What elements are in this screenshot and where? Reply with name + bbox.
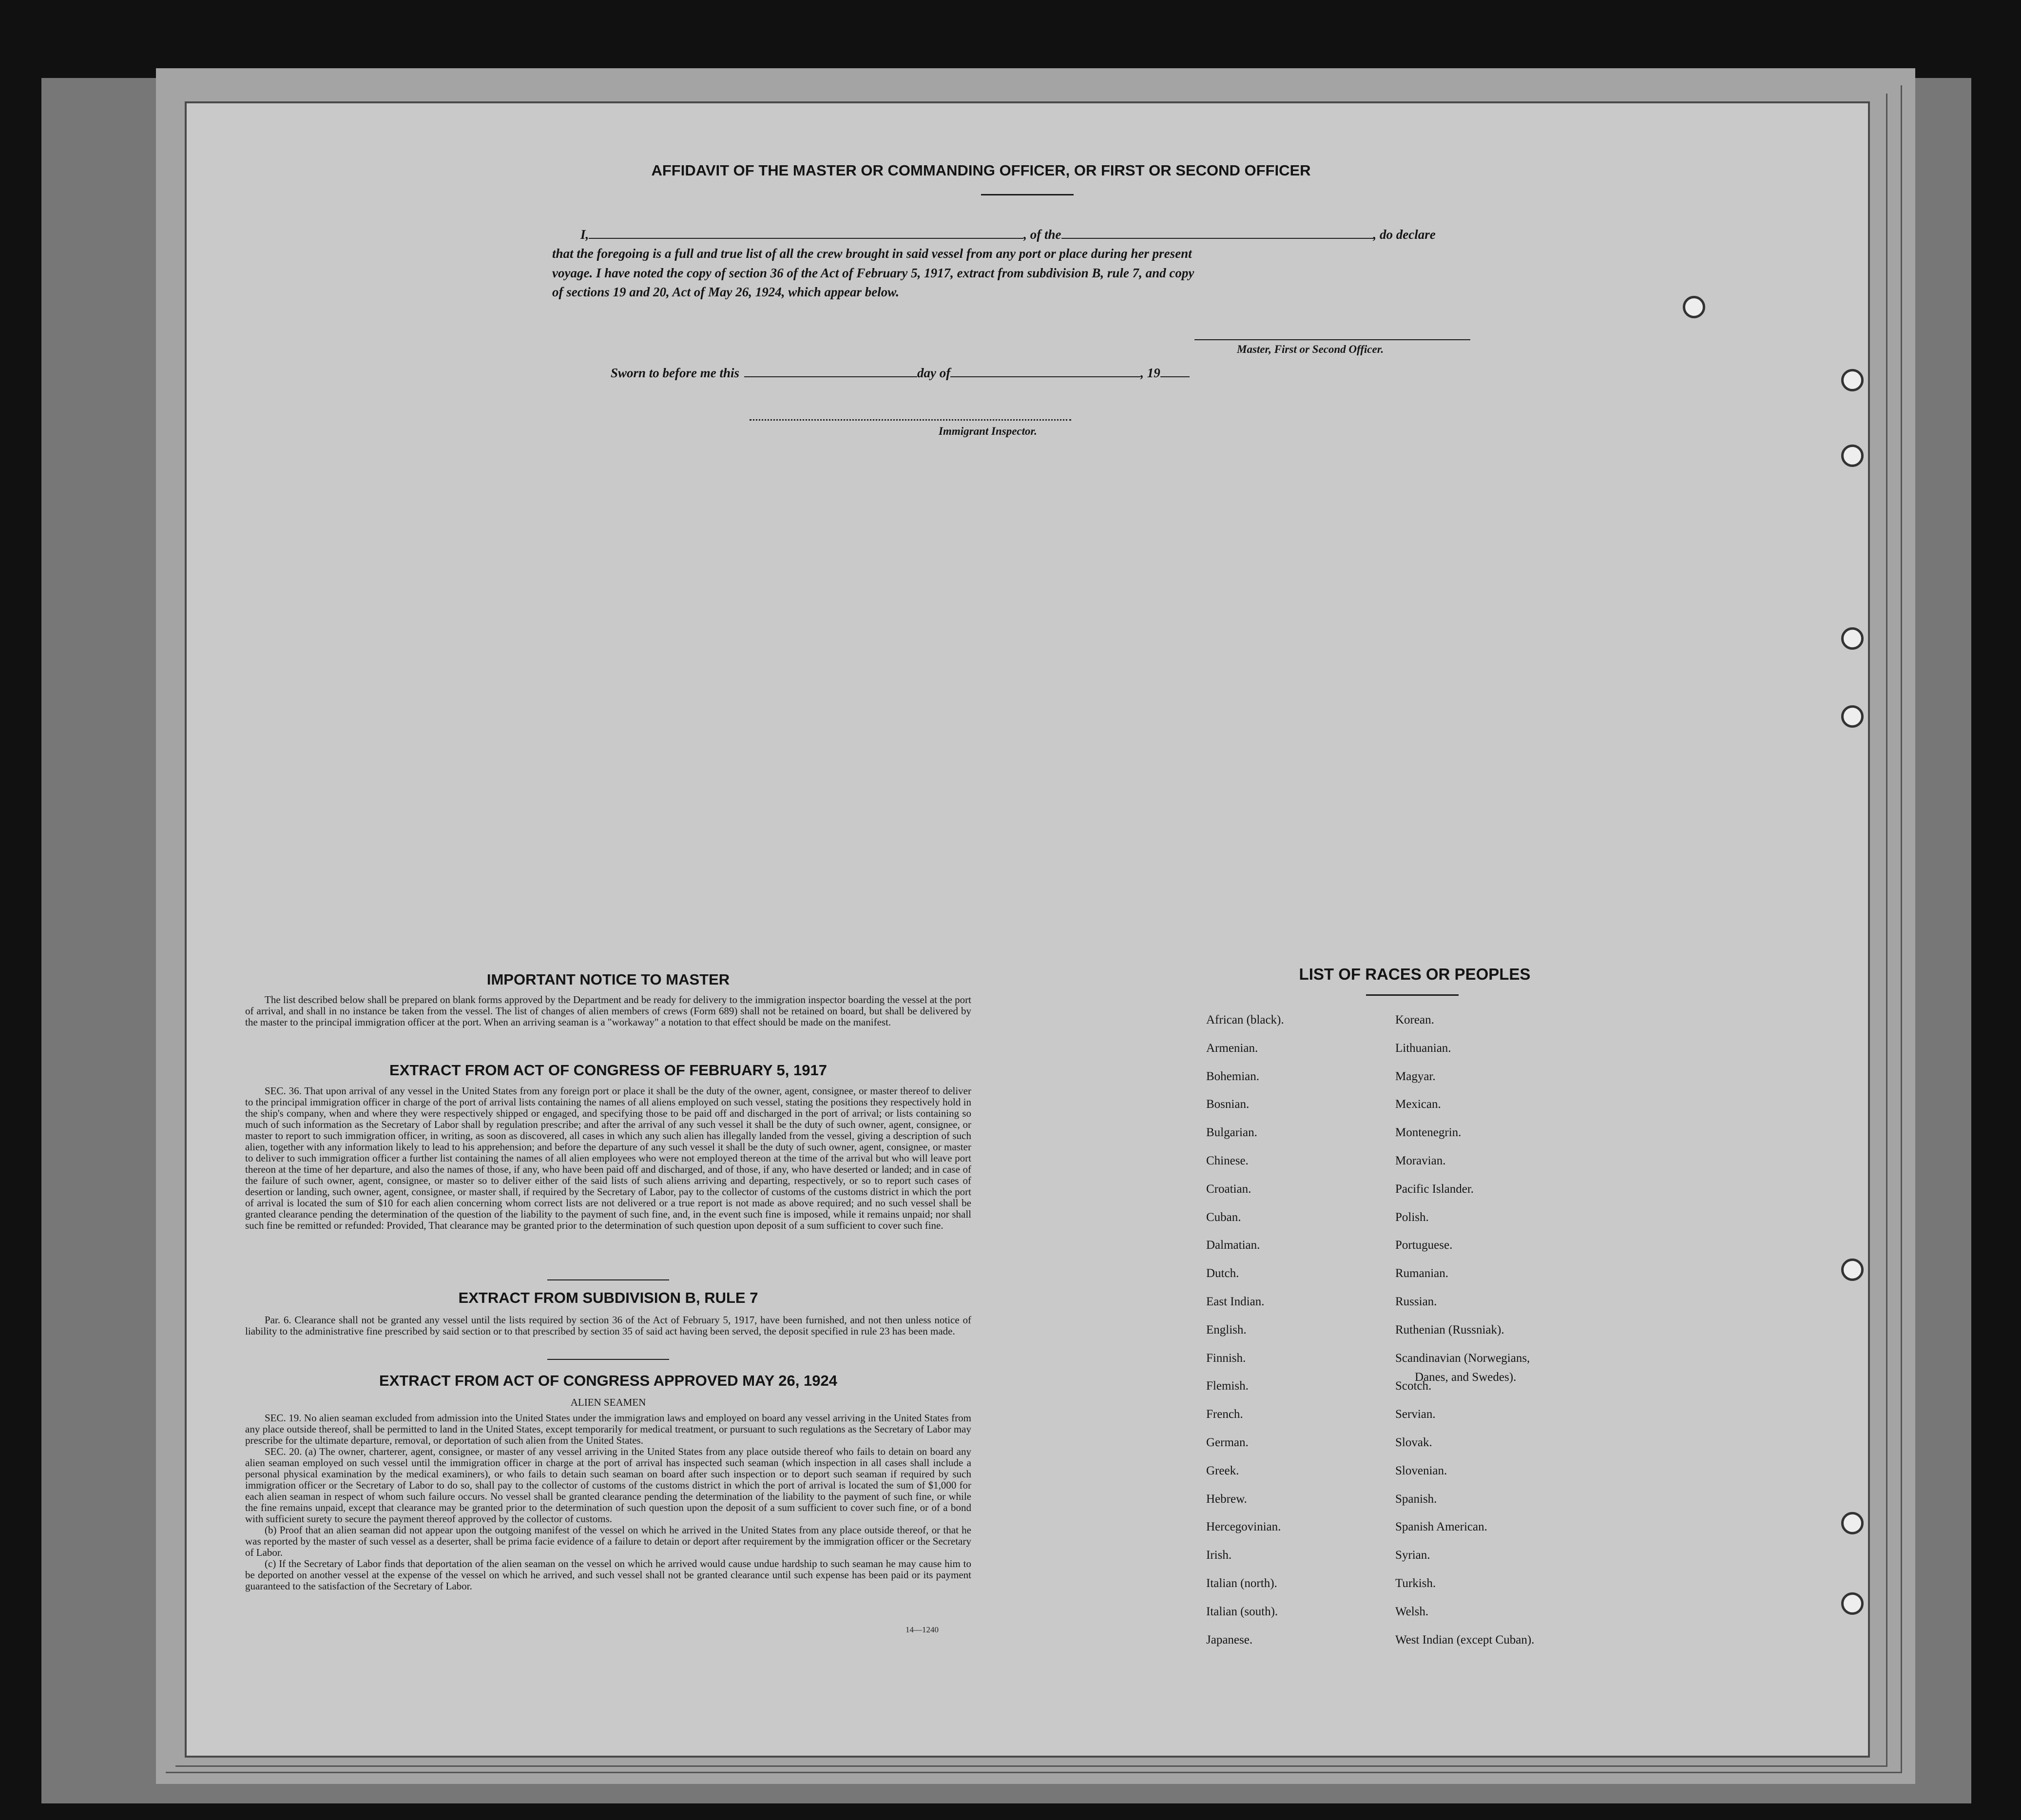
vessel-blank[interactable] bbox=[1061, 238, 1373, 239]
race-item: Rumanian. bbox=[1395, 1267, 1449, 1280]
sworn-line bbox=[611, 366, 1293, 381]
extract-1917-text: SEC. 36. That upon arrival of any vessel in the United States from any foreign port or place it shall be the duty of the owner, agent, consignee, or master thereof to deliver to the principal immigration officer in charge of the port of arrival lists containing the names of all aliens employed on such vessel, stating the positions they respectively hold in the ship's company, when and where they were respectively shipped or engaged, and specifying those to be paid off and discharged in the port of arrival; or lists containing so much of such information as the Secretary of Labor shall by regulation prescribe; and after the arrival of any such vessel it shall be the duty of such owner, agent, consignee, or master to report to such immigration officer, in writing, as soon as discovered, all cases in which any such alien has illegally landed from the vessel, giving a description of such alien, together with any information likely to lead to his apprehension; and before the departure of any such vessel it shall be the duty of such owner, agent, consignee, or master to deliver to such immigration officer a further list containing the names of all alien employees who were not employed thereon at the time of the arrival but who will leave port thereon at the time of her departure, and also the names of those, if any, who have been paid off and discharged, and of those, if any, who have deserted or landed; and in case of the failure of such owner, agent, consignee, or master so to deliver either of the said lists of such aliens arriving and departing, respectively, or so to report such cases of desertion or landing, such owner, agent, consignee, or master shall, if required by the Secretary of Labor, pay to the collector of customs of the customs district in which the port of arrival is located the sum of $10 for each alien concerning whom correct lists are not delivered or a true report is not made as above required; and no such vessel shall be granted clearance pending the determination of the question of the liability to the payment of such fine, and, in the event such fine is imposed, while it remains unpaid; nor shall such fine be remitted or refunded: Provided, That clearance may be granted prior to the determination of such question upon deposit of a sum sufficient to cover such fine. bbox=[245, 1085, 971, 1231]
sworn-year-blank[interactable] bbox=[1160, 376, 1190, 377]
master-signature-line[interactable] bbox=[1194, 339, 1470, 340]
race-item: Ruthenian (Russniak). bbox=[1395, 1323, 1504, 1336]
race-item: Dalmatian. bbox=[1206, 1239, 1260, 1252]
sworn-year: , 19 bbox=[1140, 366, 1160, 380]
race-item: Mexican. bbox=[1395, 1098, 1441, 1111]
race-item: Finnish. bbox=[1206, 1351, 1246, 1365]
inspector-caption: Immigrant Inspector. bbox=[939, 425, 1037, 437]
race-item: Pacific Islander. bbox=[1395, 1182, 1474, 1196]
race-item: Russian. bbox=[1395, 1295, 1437, 1308]
race-item: Slovenian. bbox=[1395, 1464, 1447, 1477]
race-item: Armenian. bbox=[1206, 1041, 1258, 1055]
race-item: Bohemian. bbox=[1206, 1069, 1260, 1083]
race-item: Cuban. bbox=[1206, 1210, 1241, 1224]
sec-20c-text: (c) If the Secretary of Labor finds that deportation of the alien seaman on the vessel on which he arrived would cause undue hardship to such seaman he may cause him to be deported on another vessel at the expense of the vessel on which he arrived, and such vessel shall not be granted clearance until such expense has been paid or its payment guaranteed to the satisfaction of the Secretary of Labor. bbox=[245, 1558, 971, 1592]
race-item: Croatian. bbox=[1206, 1182, 1251, 1196]
race-item: African (black). bbox=[1206, 1013, 1284, 1026]
race-item: Hercegovinian. bbox=[1206, 1520, 1281, 1534]
race-item: Spanish American. bbox=[1395, 1520, 1487, 1534]
race-item: English. bbox=[1206, 1323, 1247, 1336]
extract-1924-title: EXTRACT FROM ACT OF CONGRESS APPROVED MAY 26, 1924 bbox=[379, 1372, 837, 1389]
race-item: Turkish. bbox=[1395, 1576, 1436, 1590]
race-item: Greek. bbox=[1206, 1464, 1239, 1477]
binder-hole bbox=[1841, 1259, 1864, 1281]
affidavit-i: I, bbox=[580, 227, 589, 242]
binder-hole bbox=[1841, 1512, 1864, 1534]
race-item: Dutch. bbox=[1206, 1267, 1239, 1280]
extract-1924-subtitle: ALIEN SEAMEN bbox=[570, 1396, 646, 1408]
binder-hole bbox=[1841, 627, 1864, 650]
race-item: Syrian. bbox=[1395, 1549, 1430, 1562]
affidavit-line-2: that the foregoing is a full and true list of all the crew brought in said vessel from any port or place during her present bbox=[552, 246, 1192, 261]
affidavit-line-4: of sections 19 and 20, Act of May 26, 1924, which appear below. bbox=[552, 285, 899, 299]
races-right-column bbox=[1395, 1013, 1668, 1661]
race-item: Bulgarian. bbox=[1206, 1126, 1257, 1140]
race-item: Flemish. bbox=[1206, 1379, 1249, 1393]
race-item: French. bbox=[1206, 1408, 1243, 1421]
affidavit-line-1 bbox=[552, 227, 1680, 242]
sec-20b-text: (b) Proof that an alien seaman did not appear upon the outgoing manifest of the vessel on which he arrived in the United States from any place outside thereof, or that he was reported by the master of such vessel as a deserter, shall be prima facie evidence of a failure to detain or deport after requirement by the immigration officer or the Secretary of Labor. bbox=[245, 1524, 971, 1558]
divider bbox=[547, 1279, 669, 1280]
race-item: Lithuanian. bbox=[1395, 1041, 1451, 1055]
sec-20a-text: SEC. 20. (a) The owner, charterer, agent, consignee, or master of any vessel arriving in the United States from any place outside thereof who fails to detain on board any alien seaman employed on such vessel until the immigration officer in charge at the port of arrival has inspected such seaman (which inspection in all cases shall include a personal physical examination by the medical examiners), or who fails to detain such seaman on board after such inspection or to deport such seaman if required by such immigration officer or the Secretary of Labor to do so, shall pay to the collector of customs of the customs district in which the port of arrival is located the sum of $1,000 for each alien seaman in respect of whom such failure occurs. No vessel shall be granted clearance pending the determination of the liability to the payment of such fine, or while the fine remains unpaid, except that clearance may be granted prior to the determination of such question upon the deposit of a sum sufficient to cover such fine, or of a bond with sufficient surety to secure the payment thereof approved by the collector of customs. bbox=[245, 1446, 971, 1525]
master-caption: Master, First or Second Officer. bbox=[1237, 343, 1384, 355]
extract-1924-body bbox=[245, 1413, 971, 1592]
race-item: Servian. bbox=[1395, 1408, 1436, 1421]
form-number: 14—1240 bbox=[905, 1625, 939, 1634]
race-item: Scotch. bbox=[1395, 1379, 1432, 1393]
sec-19-text: SEC. 19. No alien seaman excluded from admission into the United States under the immigration laws and employed on board any vessel arriving in the United States from any place outside thereof, shall be permitted to land in the United States, except temporarily for medical treatment, or pursuant to such regulations as the Secretary of Labor may prescribe for the ultimate departure, removal, or deportation of such alien from the United States. bbox=[245, 1412, 971, 1446]
race-item: Magyar. bbox=[1395, 1069, 1436, 1083]
divider bbox=[981, 194, 1074, 195]
extract-rule7-text: Par. 6. Clearance shall not be granted any vessel until the lists required by section 36 of the Act of February 5, 1917, have been furnished, and not then unless notice of liability to the administrative fine prescribed by said section or to that prescribed by section 35 of said act having been served, the deposit specified in rule 23 has been made. bbox=[245, 1314, 971, 1337]
binder-hole bbox=[1841, 1592, 1864, 1615]
affidavit-declare: , do declare bbox=[1373, 227, 1436, 242]
name-blank[interactable] bbox=[589, 238, 1023, 239]
race-item: Irish. bbox=[1206, 1549, 1232, 1562]
binder-hole bbox=[1841, 369, 1864, 391]
affidavit-of-the: , of the bbox=[1023, 227, 1061, 242]
race-item: Spanish. bbox=[1395, 1492, 1437, 1506]
sworn-day-blank[interactable] bbox=[744, 376, 917, 377]
notice-title: IMPORTANT NOTICE TO MASTER bbox=[486, 971, 730, 988]
race-item: German. bbox=[1206, 1435, 1249, 1449]
race-item: Slovak. bbox=[1395, 1435, 1432, 1449]
race-item: Moravian. bbox=[1395, 1154, 1446, 1167]
race-item: Polish. bbox=[1395, 1210, 1429, 1224]
extract-1917-title: EXTRACT FROM ACT OF CONGRESS OF FEBRUARY 5, 1917 bbox=[389, 1062, 827, 1079]
race-item: Chinese. bbox=[1206, 1154, 1249, 1167]
affidavit-heading: AFFIDAVIT OF THE MASTER OR COMMANDING OFFICER, OR FIRST OR SECOND OFFICER bbox=[651, 162, 1311, 179]
extract-rule7-title: EXTRACT FROM SUBDIVISION B, RULE 7 bbox=[458, 1289, 758, 1306]
divider bbox=[1366, 994, 1459, 996]
race-item: Italian (north). bbox=[1206, 1576, 1277, 1590]
affidavit-line-3: voyage. I have noted the copy of section 36 of the Act of February 5, 1917, extract from subdivision B, rule 7, and copy bbox=[552, 266, 1194, 280]
race-item: West Indian (except Cuban). bbox=[1395, 1633, 1535, 1646]
sworn-day-of: day of bbox=[917, 366, 951, 380]
affidavit-form-page bbox=[187, 103, 1868, 1756]
binder-hole bbox=[1841, 445, 1864, 467]
race-item: East Indian. bbox=[1206, 1295, 1265, 1308]
race-item: Bosnian. bbox=[1206, 1098, 1250, 1111]
sworn-prefix: Sworn to before me this bbox=[611, 366, 740, 380]
race-item: Hebrew. bbox=[1206, 1492, 1247, 1506]
race-item: Korean. bbox=[1395, 1013, 1434, 1026]
race-item: Portuguese. bbox=[1395, 1239, 1453, 1252]
race-item: Italian (south). bbox=[1206, 1605, 1278, 1618]
notice-text: The list described below shall be prepared on blank forms approved by the Department and be ready for delivery to the immigration inspector boarding the vessel at the port of arrival, and shall in no instance be taken from the vessel. The list of changes of alien members of crews (Form 689) shall not be retained on board, but shall be delivered by the master to the principal immigration officer at the port. When an arriving seaman is a "workaway" a notation to that effect should be made on the manifest. bbox=[245, 994, 971, 1028]
race-item: Welsh. bbox=[1395, 1605, 1429, 1618]
race-item: Scandinavian (Norwegians, bbox=[1395, 1351, 1530, 1365]
race-item: Montenegrin. bbox=[1395, 1126, 1462, 1140]
races-left-column bbox=[1206, 1013, 1391, 1661]
inspector-signature-line[interactable] bbox=[750, 419, 1071, 421]
race-item: Japanese. bbox=[1206, 1633, 1253, 1646]
races-title: LIST OF RACES OR PEOPLES bbox=[1299, 965, 1531, 983]
divider bbox=[547, 1359, 669, 1360]
race-item-scandinavian-cont: Danes, and Swedes). bbox=[1415, 1371, 1517, 1384]
binder-hole bbox=[1841, 705, 1864, 728]
sworn-month-blank[interactable] bbox=[950, 376, 1140, 377]
